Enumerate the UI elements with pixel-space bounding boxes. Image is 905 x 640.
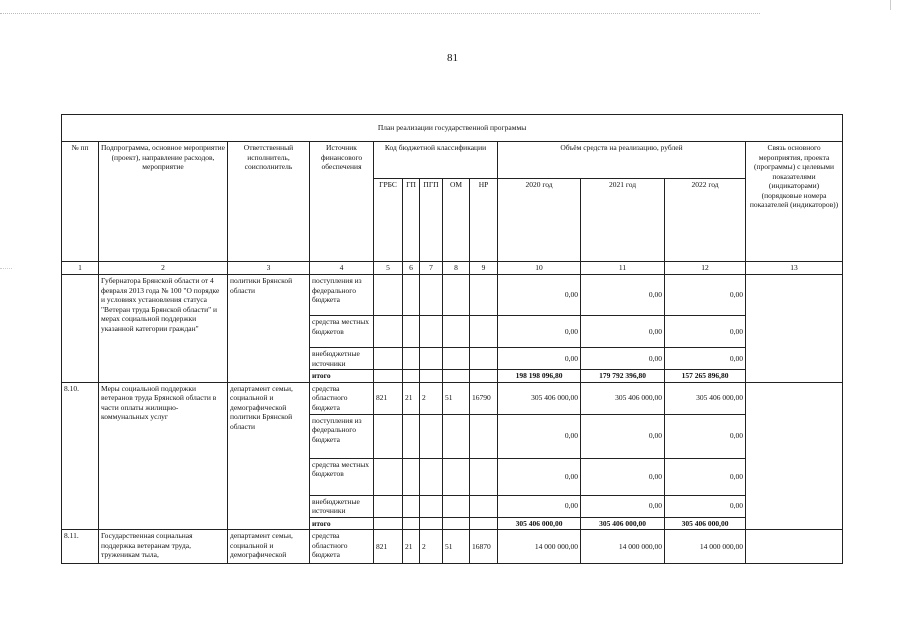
header-2022: 2022 год <box>665 179 746 262</box>
column-number: 12 <box>665 262 746 275</box>
row-num-empty <box>62 275 99 383</box>
amount-2021: 0,00 <box>581 495 665 517</box>
header-2020: 2020 год <box>498 179 581 262</box>
code-cell <box>403 316 420 348</box>
executor-cell: департамент семьи, социальной и демографической политики Брянской области <box>228 382 310 530</box>
code-cell <box>403 370 420 383</box>
header-om: ОМ <box>443 179 470 262</box>
column-number: 9 <box>470 262 498 275</box>
code-om: 51 <box>443 382 470 414</box>
amount-2020: 0,00 <box>498 275 581 316</box>
column-number: 1 <box>62 262 99 275</box>
header-num: № пп <box>62 142 99 262</box>
source-cell: внебюджетные источники <box>310 495 374 517</box>
code-cell <box>374 370 403 383</box>
code-cell <box>443 348 470 370</box>
margin-mark <box>0 268 12 269</box>
code-cell <box>403 414 420 458</box>
source-cell: средства местных бюджетов <box>310 458 374 495</box>
header-source: Источник финансового обеспечения <box>310 142 374 262</box>
code-np: 16870 <box>470 530 498 564</box>
source-cell: поступления из федерального бюджета <box>310 275 374 316</box>
code-pgp: 2 <box>420 382 443 414</box>
table-title: План реализации государственной программы <box>62 115 843 142</box>
measure-name: Губернатора Брянской области от 4 февраля 2013 года № 100 "О порядке и условиях установления статуса "Ветеран труда Брянской области" и мерах социальной поддержки указанной категории граждан" <box>99 275 228 383</box>
source-cell: внебюджетные источники <box>310 348 374 370</box>
code-cell <box>374 495 403 517</box>
header-budget-code: Код бюджетной классификации <box>374 142 498 179</box>
code-cell <box>374 275 403 316</box>
total-2021: 179 792 396,80 <box>581 370 665 383</box>
amount-2020: 305 406 000,00 <box>498 382 581 414</box>
header-grbs: ГРБС <box>374 179 403 262</box>
code-cell <box>403 495 420 517</box>
amount-2022: 305 406 000,00 <box>665 382 746 414</box>
amount-2021: 305 406 000,00 <box>581 382 665 414</box>
code-cell <box>420 458 443 495</box>
amount-2020: 0,00 <box>498 458 581 495</box>
amount-2021: 0,00 <box>581 275 665 316</box>
column-number: 10 <box>498 262 581 275</box>
code-gp: 21 <box>403 530 420 564</box>
code-cell <box>470 458 498 495</box>
column-number: 7 <box>420 262 443 275</box>
column-number: 11 <box>581 262 665 275</box>
code-cell <box>470 495 498 517</box>
header-gp: ГП <box>403 179 420 262</box>
total-label: итого <box>310 517 374 530</box>
amount-2022: 0,00 <box>665 316 746 348</box>
page-number: 81 <box>447 52 458 64</box>
row-num: 8.10. <box>62 382 99 530</box>
amount-2022: 0,00 <box>665 458 746 495</box>
amount-2022: 0,00 <box>665 414 746 458</box>
code-cell <box>420 517 443 530</box>
code-cell <box>374 458 403 495</box>
amount-2020: 0,00 <box>498 316 581 348</box>
plan-table <box>61 114 843 564</box>
link-cell <box>746 530 843 564</box>
column-number: 2 <box>99 262 228 275</box>
total-2022: 157 265 896,80 <box>665 370 746 383</box>
code-cell <box>443 275 470 316</box>
code-cell <box>470 275 498 316</box>
source-cell: поступления из федерального бюджета <box>310 414 374 458</box>
amount-2020: 0,00 <box>498 495 581 517</box>
code-cell <box>420 414 443 458</box>
source-cell: средства местных бюджетов <box>310 316 374 348</box>
code-cell <box>420 275 443 316</box>
column-number: 3 <box>228 262 310 275</box>
code-cell <box>443 458 470 495</box>
header-volume: Объём средств на реализацию, рублей <box>498 142 746 179</box>
header-np: НР <box>470 179 498 262</box>
code-gp: 21 <box>403 382 420 414</box>
amount-2021: 0,00 <box>581 316 665 348</box>
code-cell <box>420 495 443 517</box>
code-cell <box>443 370 470 383</box>
amount-2020: 14 000 000,00 <box>498 530 581 564</box>
amount-2021: 0,00 <box>581 348 665 370</box>
code-cell <box>374 414 403 458</box>
header-pgp: ПГП <box>420 179 443 262</box>
code-cell <box>374 517 403 530</box>
link-cell <box>746 275 843 383</box>
column-number: 4 <box>310 262 374 275</box>
amount-2020: 0,00 <box>498 348 581 370</box>
link-cell <box>746 382 843 530</box>
amount-2021: 14 000 000,00 <box>581 530 665 564</box>
total-2020: 198 198 096,80 <box>498 370 581 383</box>
code-cell <box>420 348 443 370</box>
code-cell <box>403 348 420 370</box>
code-cell <box>420 316 443 348</box>
column-number: 13 <box>746 262 843 275</box>
amount-2022: 0,00 <box>665 275 746 316</box>
total-2020: 305 406 000,00 <box>498 517 581 530</box>
amount-2020: 0,00 <box>498 414 581 458</box>
executor-cell: департамент семьи, социальной и демографической <box>228 530 310 564</box>
column-number: 5 <box>374 262 403 275</box>
column-number: 8 <box>443 262 470 275</box>
total-label: итого <box>310 370 374 383</box>
code-cell <box>403 517 420 530</box>
column-number: 6 <box>403 262 420 275</box>
amount-2022: 14 000 000,00 <box>665 530 746 564</box>
header-subprogram: Подпрограмма, основное мероприятие (проект), направление расходов, мероприятие <box>99 142 228 262</box>
header-executor: Ответственный исполнитель, соисполнитель <box>228 142 310 262</box>
row-num: 8.11. <box>62 530 99 564</box>
amount-2021: 0,00 <box>581 458 665 495</box>
measure-name: Меры социальной поддержки ветеранов труда Брянской области в части оплаты жилищно-коммунальных услуг <box>99 382 228 530</box>
code-cell <box>420 370 443 383</box>
code-cell <box>443 414 470 458</box>
top-dotted-rule <box>0 13 760 14</box>
code-np: 16790 <box>470 382 498 414</box>
total-2021: 305 406 000,00 <box>581 517 665 530</box>
code-om: 51 <box>443 530 470 564</box>
amount-2021: 0,00 <box>581 414 665 458</box>
code-cell <box>470 414 498 458</box>
header-2021: 2021 год <box>581 179 665 262</box>
code-cell <box>374 316 403 348</box>
total-2022: 305 406 000,00 <box>665 517 746 530</box>
code-grbs: 821 <box>374 530 403 564</box>
code-cell <box>443 517 470 530</box>
code-cell <box>443 495 470 517</box>
measure-name: Государственная социальная поддержка ветеранам труда, труженикам тыла, <box>99 530 228 564</box>
code-cell <box>470 348 498 370</box>
code-cell <box>443 316 470 348</box>
header-link: Связь основного мероприятия, проекта (программы) с целевыми показателями (индикаторами) (порядковые номера показателей (индикаторов)) <box>746 142 843 262</box>
code-cell <box>403 458 420 495</box>
edge-mark <box>890 0 891 10</box>
amount-2022: 0,00 <box>665 348 746 370</box>
code-grbs: 821 <box>374 382 403 414</box>
code-cell <box>470 316 498 348</box>
code-pgp: 2 <box>420 530 443 564</box>
source-cell: средства областного бюджета <box>310 530 374 564</box>
source-cell: средства областного бюджета <box>310 382 374 414</box>
amount-2022: 0,00 <box>665 495 746 517</box>
code-cell <box>374 348 403 370</box>
code-cell <box>470 370 498 383</box>
code-cell <box>470 517 498 530</box>
executor-cell: политики Брянской области <box>228 275 310 383</box>
code-cell <box>403 275 420 316</box>
